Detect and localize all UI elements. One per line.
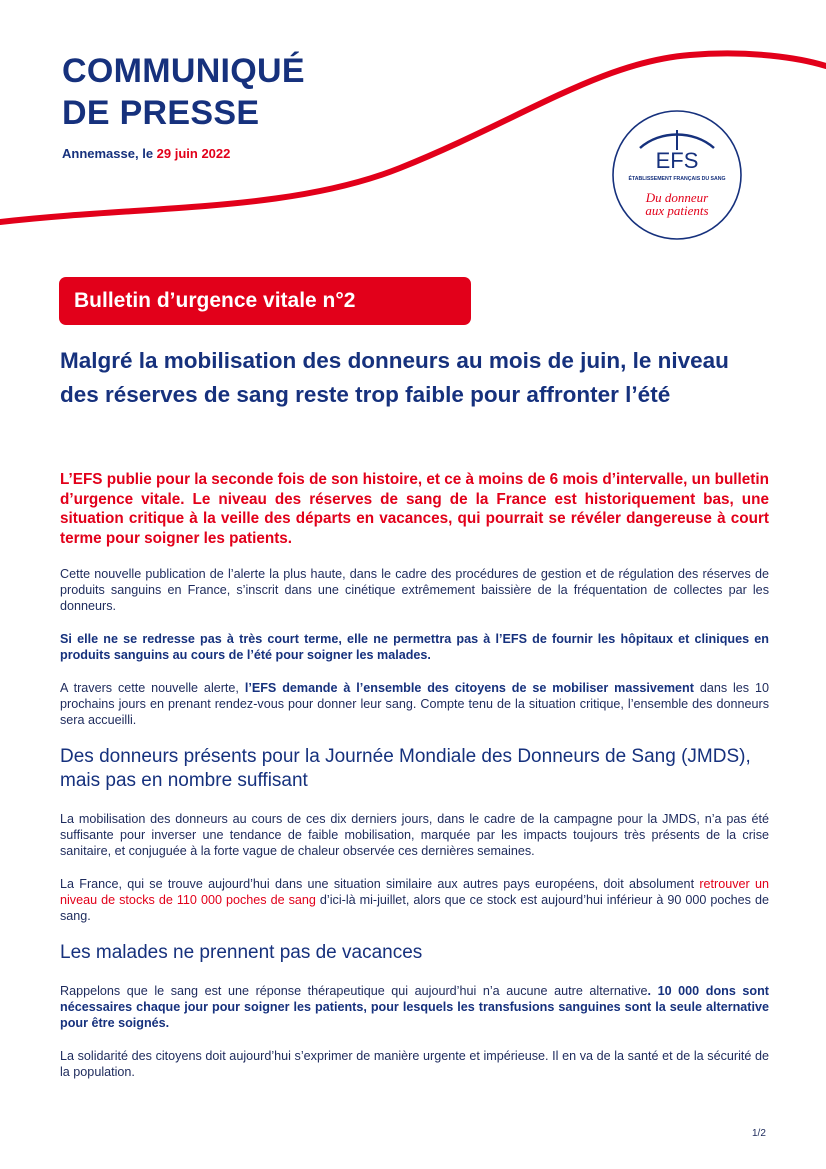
stock-target-highlight: retrouver un niveau de stocks de 110 000 poches de sang xyxy=(60,877,769,907)
logo-org-name: ÉTABLISSEMENT FRANÇAIS DU SANG xyxy=(628,176,726,182)
logo-tagline-2: aux patients xyxy=(645,203,709,218)
dateline-date: 29 juin 2022 xyxy=(156,146,231,161)
title-line-1: COMMUNIQUÉ xyxy=(62,52,305,90)
headline: Malgré la mobilisation des donneurs au mois de juin, le niveau des réserves de sang reste trop faible pour affronter l’été xyxy=(60,348,729,407)
dateline-place: Annemasse, le xyxy=(62,146,157,161)
logo-tagline-1: Du donneur xyxy=(645,190,709,205)
paragraph-3 xyxy=(60,680,769,728)
paragraph-2: Si elle ne se redresse pas à très court terme, elle ne permettra pas à l’EFS de fournir les hôpitaux et cliniques en produits sanguins au cours de l’été pour soigner les malades. xyxy=(60,632,769,662)
section-heading-vacances: Les malades ne prennent pas de vacances xyxy=(60,942,423,963)
efs-logo xyxy=(610,108,744,242)
paragraph-1: Cette nouvelle publication de l’alerte la plus haute, dans le cadre des procédures de gestion et de régulation des réserves de produits sanguins en France, s’inscrit dans une cinétique extrêmement baissière de la fréquentation de collectes par les donneurs. xyxy=(60,567,769,613)
article-body xyxy=(60,470,769,1097)
lead-paragraph: L’EFS publie pour la seconde fois de son histoire, et ce à moins de 6 mois d’intervalle, un bulletin d’urgence vitale. Le niveau des réserves de sang de la France est historiquement bas, une situation critique à la veille des départs en vacances, qui pourrait se révéler dangereuse à court terme pour soigner les patients. xyxy=(60,471,769,547)
section-1-paragraph-2-part-2: d’ici-là mi-juillet, alors que ce stock est aujourd’hui inférieur à 90 000 poches de sang. xyxy=(60,893,769,923)
section-1-paragraph-1: La mobilisation des donneurs au cours de ces dix derniers jours, dans le cadre de la campagne pour la JMDS, n’a pas été suffisante pour inverser une tendance de faible mobilisation, marquée par les impacts toujours très présents de la crise sanitaire, et conjuguée à la forte vague de chaleur observée ces dernières semaines. xyxy=(60,812,769,858)
section-2-paragraph-1-bold: . 10 000 dons sont nécessaires chaque jour pour soigner les patients, pour lesquels les transfusions sanguines sont la seule alternative pour être soignés. xyxy=(60,984,769,1030)
paragraph-3-part-1: A travers cette nouvelle alerte, xyxy=(60,681,245,695)
section-heading-jmds: Des donneurs présents pour la Journée Mondiale des Donneurs de Sang (JMDS), mais pas en nombre suffisant xyxy=(60,746,751,791)
section-2-paragraph-1 xyxy=(60,983,769,1031)
section-2-paragraph-1-part-1: Rappelons que le sang est une réponse thérapeutique qui aujourd’hui n’a aucune autre alternative xyxy=(60,984,648,998)
paragraph-3-bold: l’EFS demande à l’ensemble des citoyens de se mobiliser massivement xyxy=(244,681,694,695)
urgency-bulletin-badge: Bulletin d’urgence vitale n°2 xyxy=(59,277,471,325)
dateline xyxy=(62,146,230,161)
title-line-2: DE PRESSE xyxy=(62,94,260,132)
section-1-paragraph-2-part-1: La France, qui se trouve aujourd’hui dans une situation similaire aux autres pays européens, doit absolument xyxy=(60,877,700,891)
section-1-paragraph-2 xyxy=(60,876,769,924)
page-title xyxy=(62,50,305,134)
paragraph-3-part-2: dans les 10 prochains jours en prenant rendez-vous pour donner leur sang. Compte tenu de la situation critique, l’ensemble des donneurs sera accueilli. xyxy=(60,681,769,727)
logo-acronym: EFS xyxy=(655,148,699,173)
section-2-paragraph-2: La solidarité des citoyens doit aujourd’hui s’exprimer de manière urgente et impérieuse. Il en va de la santé et de la sécurité de la population. xyxy=(60,1049,769,1079)
page-number: 1/2 xyxy=(752,1128,766,1139)
